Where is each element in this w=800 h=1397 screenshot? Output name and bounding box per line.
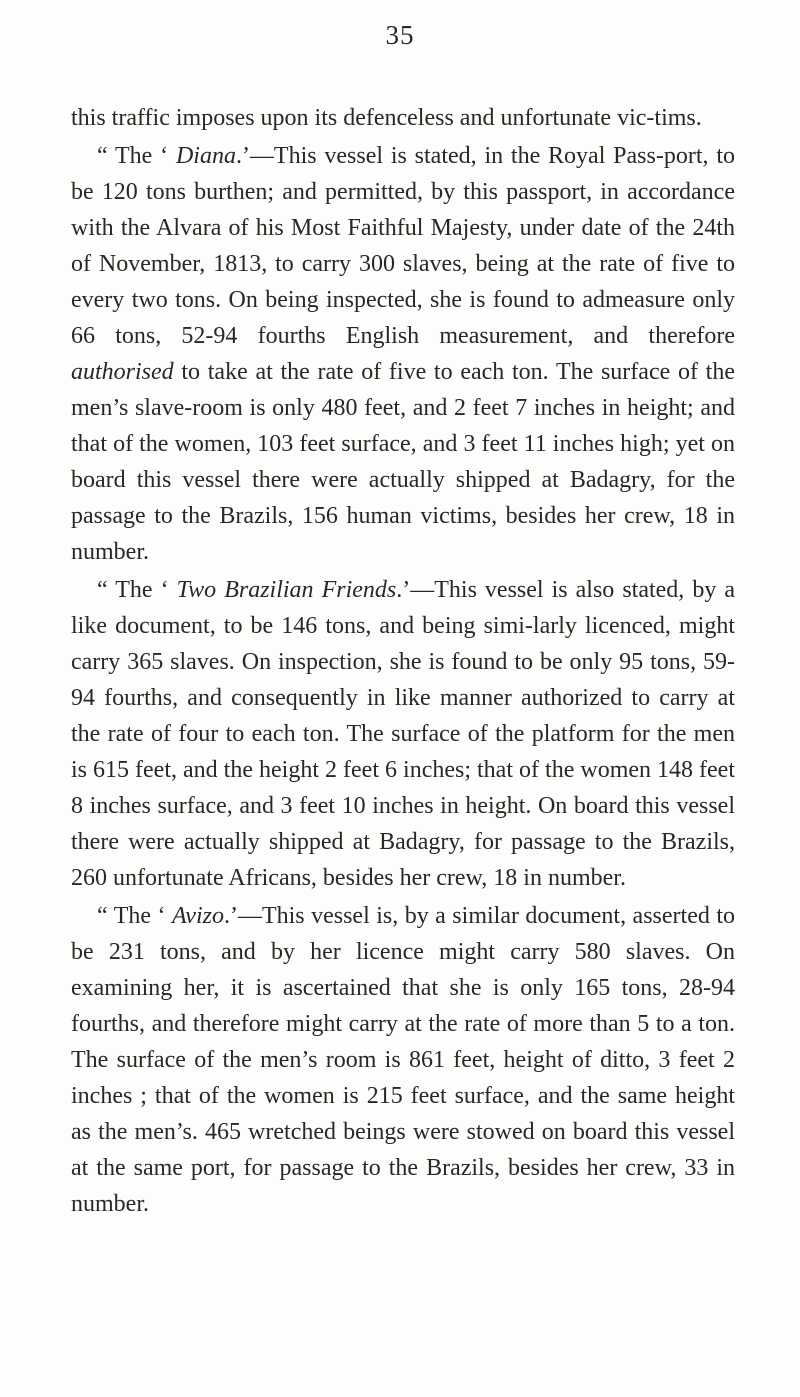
paragraph-text: this traffic imposes upon its defenceless and unfortunate vic-tims.	[71, 105, 702, 131]
emphasis-authorised: authorised	[71, 359, 174, 385]
paragraph-two-brazilian-friends	[71, 572, 735, 896]
quote-open: “ The ‘	[97, 577, 177, 603]
paragraph-text-tail: to take at the rate of five to each ton. The surface of the men’s slave-room is only 480 feet, and 2 feet 7 inches in height; and that of the women, 103 feet surface, and 3 feet 11 inches high; yet on board this vessel there were actually shipped at Badagry, for the passage to the Brazils, 156 human victims, besides her crew, 18 in number.	[71, 359, 735, 565]
ship-name-diana: Diana	[175, 143, 236, 169]
paragraph-avizo	[71, 898, 735, 1222]
ship-name-avizo: Avizo	[171, 903, 224, 929]
quote-open: “ The ‘	[97, 143, 176, 169]
paragraph-text: .’—This vessel is also stated, by a like document, to be 146 tons, and being simi-larly licenced, might carry 365 slaves. On inspection, she is found to be only 95 tons, 59-94 fourths, and consequently in like manner authorized to carry at the rate of four to each ton. The surface of the platform for the men is 615 feet, and the height 2 feet 6 inches; that of the women 148 feet 8 inches surface, and 3 feet 10 inches in height. On board this vessel there were actually shipped at Badagry, for passage to the Brazils, 260 unfortunate Africans, besides her crew, 18 in number.	[71, 577, 736, 891]
quote-open: “ The ‘	[97, 903, 172, 929]
ship-name-two-brazilian-friends: Two Brazilian Friends	[176, 577, 397, 603]
body-text	[71, 100, 735, 1222]
paragraph-diana	[71, 138, 735, 570]
page-number: 35	[385, 20, 415, 50]
paragraph-continuation	[71, 100, 735, 136]
paragraph-text: .’—This vessel is stated, in the Royal Pass-port, to be 120 tons burthen; and permitted, by this passport, in accordance with the Alvara of his Most Faithful Majesty, under date of the 24th of November, 1813, to carry 300 slaves, being at the rate of five to every two tons. On being inspected, she is found to admeasure only 66 tons, 52-94 fourths English measurement, and therefore	[71, 143, 735, 349]
paragraph-text: .’—This vessel is, by a similar document, asserted to be 231 tons, and by her licence might carry 580 slaves. On examining her, it is ascertained that she is only 165 tons, 28-94 fourths, and therefore might carry at the rate of more than 5 to a ton. The surface of the men’s room is 861 feet, height of ditto, 3 feet 2 inches ; that of the women is 215 feet surface, and the same height as the men’s. 465 wretched beings were stowed on board this vessel at the same port, for passage to the Brazils, besides her crew, 33 in number.	[71, 903, 735, 1217]
